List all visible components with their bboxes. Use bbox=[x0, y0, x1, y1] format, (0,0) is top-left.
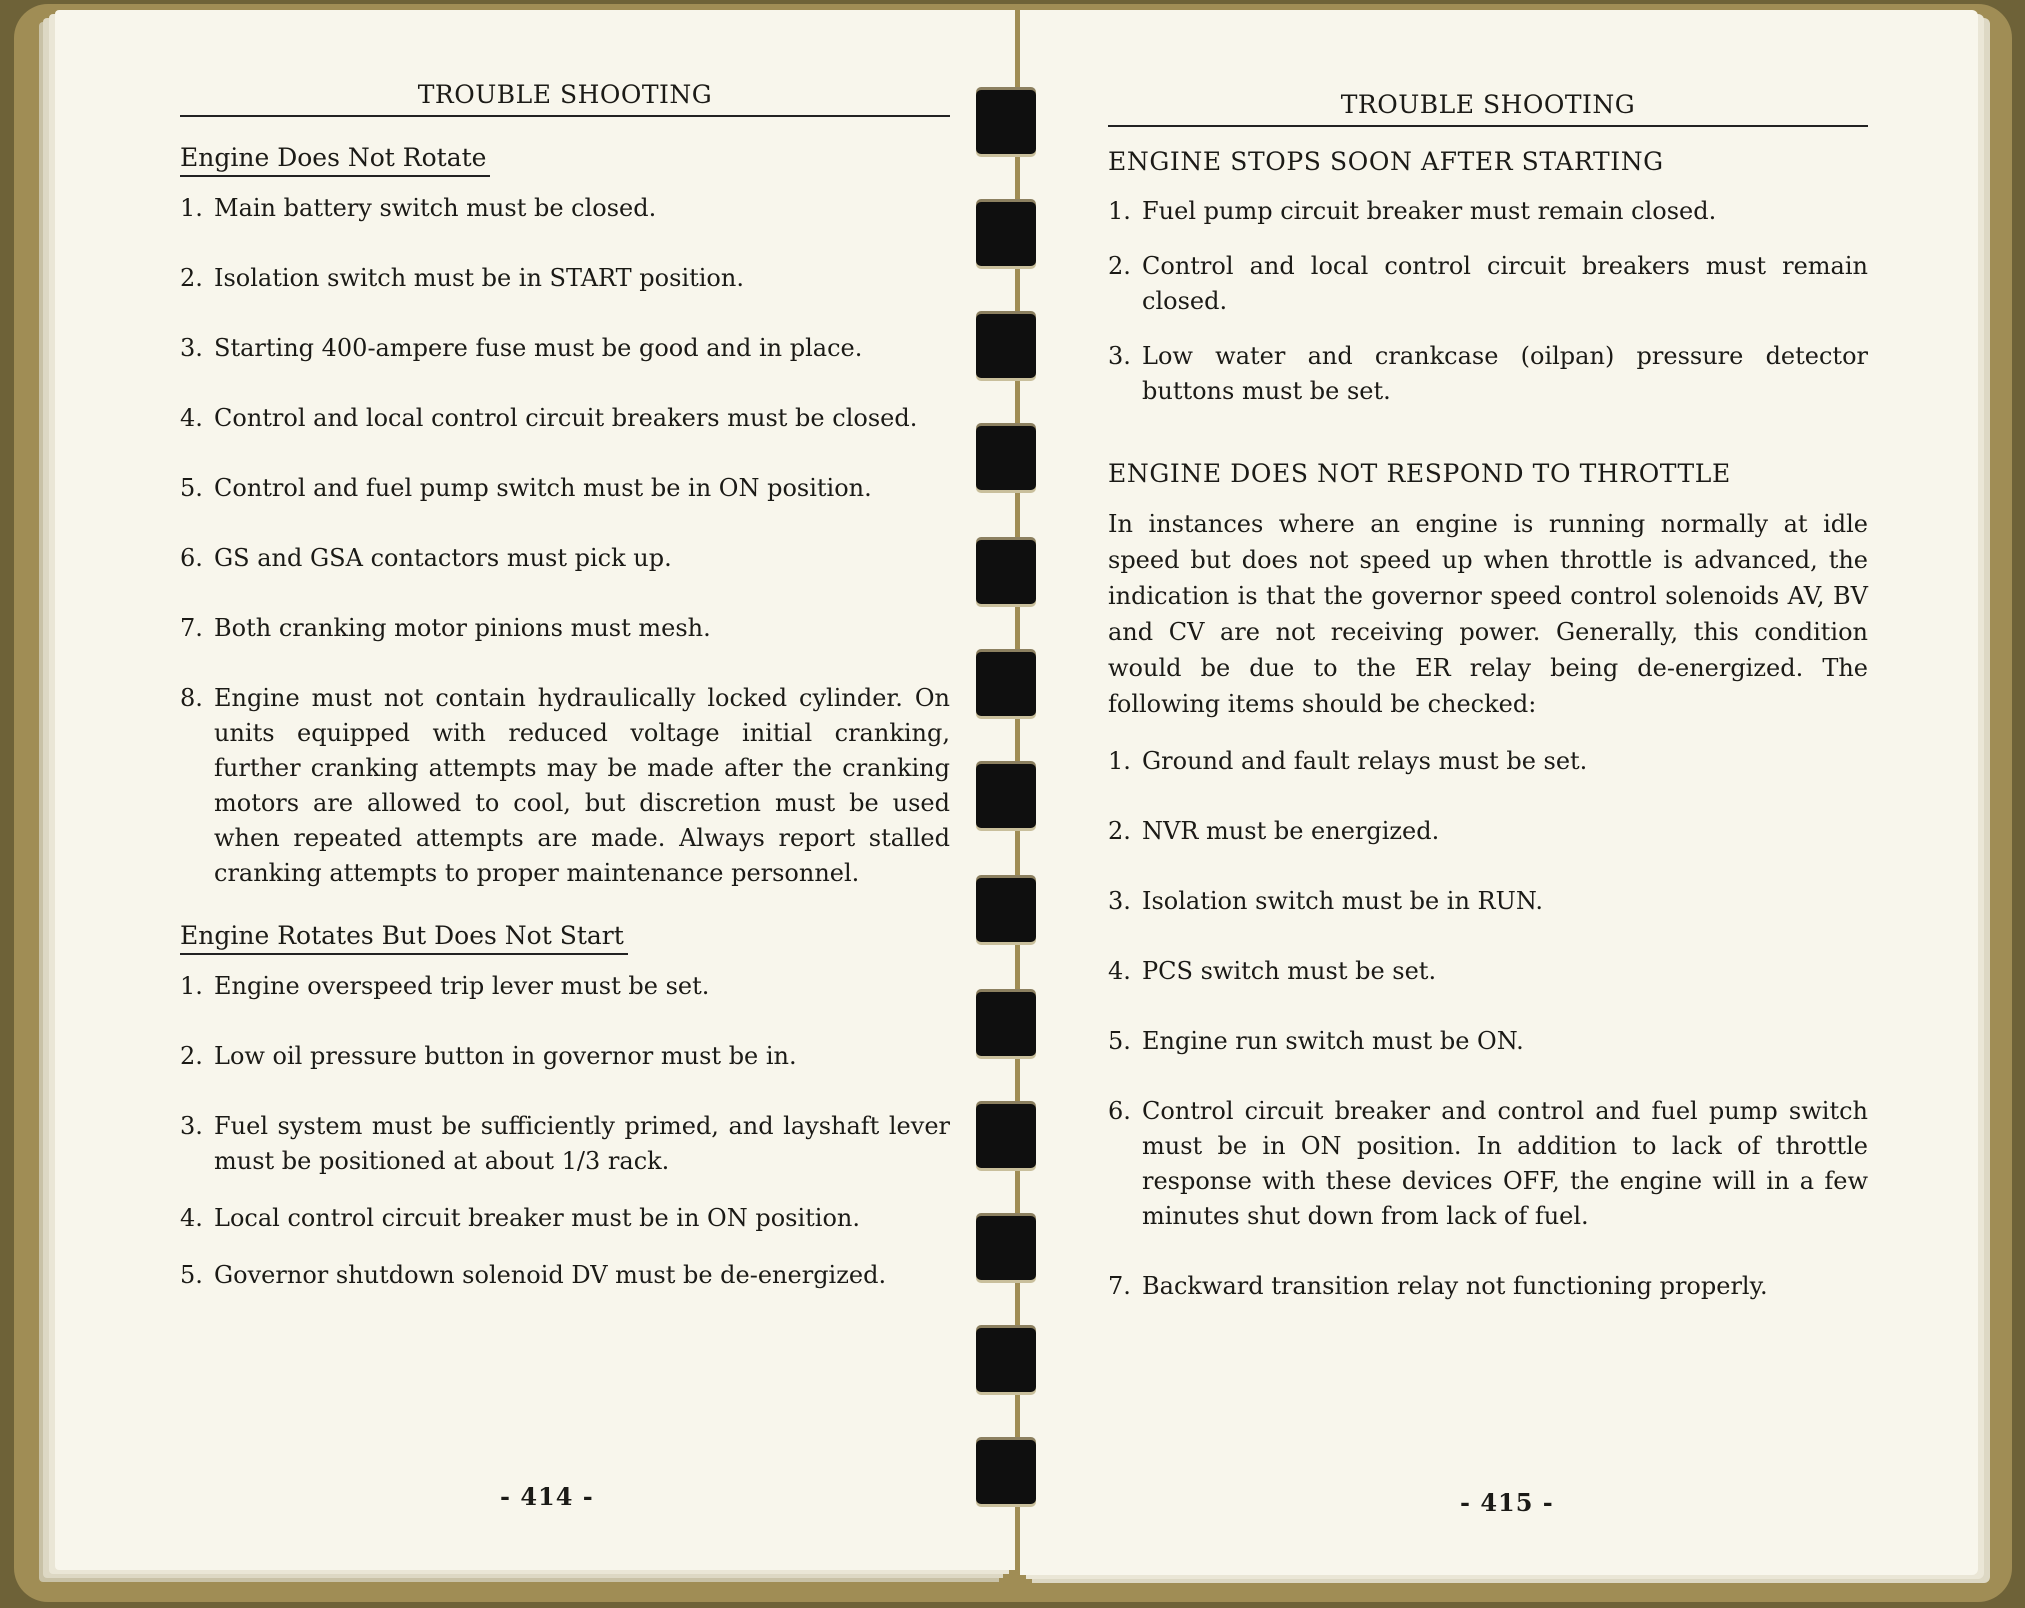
left-page-content bbox=[180, 80, 950, 1328]
binding-ring bbox=[976, 90, 1036, 154]
checklist-engine-does-not-rotate bbox=[180, 191, 950, 891]
page-number: - 415 - bbox=[1460, 1488, 1554, 1517]
right-page bbox=[1020, 10, 1978, 1575]
page-number: - 414 - bbox=[500, 1482, 594, 1511]
checklist-engine-rotates-but-does-not-start bbox=[180, 969, 950, 1293]
list-item: 2. Control and local control circuit breakers must remain closed. bbox=[1108, 252, 1868, 315]
binding-ring bbox=[976, 426, 1036, 490]
section-title-engine-does-not-respond-to-throttle: ENGINE DOES NOT RESPOND TO THROTTLE bbox=[1108, 459, 1731, 488]
binding-ring bbox=[976, 878, 1036, 942]
checklist-engine-stops-soon-after-starting bbox=[1108, 194, 1868, 409]
running-head: TROUBLE SHOOTING bbox=[180, 80, 950, 117]
list-item: 3. Low water and crankcase (oilpan) pressure detector buttons must be set. bbox=[1108, 342, 1868, 405]
list-item: 1. Engine overspeed trip lever must be set. bbox=[180, 972, 710, 1000]
list-item: 2. NVR must be energized. bbox=[1108, 817, 1440, 845]
list-item: 1. Main battery switch must be closed. bbox=[180, 194, 657, 222]
list-item: 6. GS and GSA contactors must pick up. bbox=[180, 544, 672, 572]
list-item: 7. Backward transition relay not functioning properly. bbox=[1108, 1272, 1768, 1300]
binding-ring bbox=[976, 1328, 1036, 1392]
spiral-binding bbox=[968, 70, 1048, 1510]
list-item: 2. Isolation switch must be in START position. bbox=[180, 264, 744, 292]
binding-ring bbox=[976, 1440, 1036, 1504]
binding-ring bbox=[976, 314, 1036, 378]
list-item: 4. PCS switch must be set. bbox=[1108, 957, 1437, 985]
section-title-engine-stops-soon-after-starting: ENGINE STOPS SOON AFTER STARTING bbox=[1108, 147, 1664, 176]
left-page bbox=[55, 10, 1015, 1570]
list-item: 3. Starting 400-ampere fuse must be good and in place. bbox=[180, 334, 863, 362]
binding-ring bbox=[976, 652, 1036, 716]
list-item: 4. Control and local control circuit breakers must be closed. bbox=[180, 404, 918, 432]
list-item: 5. Governor shutdown solenoid DV must be de-energized. bbox=[180, 1261, 887, 1289]
binding-ring bbox=[976, 1216, 1036, 1280]
list-item: 5. Engine run switch must be ON. bbox=[1108, 1027, 1524, 1055]
list-item: 1. Fuel pump circuit breaker must remain closed. bbox=[1108, 197, 1717, 225]
section-intro-paragraph: In instances where an engine is running normally at idle speed but does not speed up when throttle is advanced, the indication is that the governor speed control solenoids AV, BV and CV are not receiving power. Generally, this condition would be due to the ER relay being de-energized. The following items should be checked: bbox=[1108, 510, 1868, 718]
binding-ring bbox=[976, 540, 1036, 604]
binding-ring bbox=[976, 1104, 1036, 1168]
list-item: 4. Local control circuit breaker must be in ON position. bbox=[180, 1204, 861, 1232]
list-item: 1. Ground and fault relays must be set. bbox=[1108, 747, 1588, 775]
running-head: TROUBLE SHOOTING bbox=[1108, 90, 1868, 127]
list-item: 8. Engine must not contain hydraulically locked cylinder. On units equipped with reduced voltage initial cranking, further cranking attempts may be made after the cranking motors are allowed to cool, but discretion must be used when repeated attempts are made. Always report stalled cranking attempts to proper maintenance personnel. bbox=[180, 684, 950, 887]
list-item: 5. Control and fuel pump switch must be in ON position. bbox=[180, 474, 872, 502]
right-page-content bbox=[1108, 90, 1868, 1339]
checklist-engine-does-not-respond-to-throttle bbox=[1108, 744, 1868, 1304]
list-item: 7. Both cranking motor pinions must mesh. bbox=[180, 614, 711, 642]
binding-ring bbox=[976, 764, 1036, 828]
list-item: 6. Control circuit breaker and control and fuel pump switch must be in ON position. In addition to lack of throttle response with these devices OFF, the engine will in a few minutes shut down from lack of fuel. bbox=[1108, 1097, 1868, 1230]
section-title-engine-does-not-rotate: Engine Does Not Rotate bbox=[180, 143, 490, 177]
list-item: 2. Low oil pressure button in governor must be in. bbox=[180, 1042, 797, 1070]
list-item: 3. Isolation switch must be in RUN. bbox=[1108, 887, 1543, 915]
list-item: 3. Fuel system must be sufficiently primed, and layshaft lever must be positioned at about 1/3 rack. bbox=[180, 1112, 950, 1175]
section-title-engine-rotates-but-does-not-start: Engine Rotates But Does Not Start bbox=[180, 921, 628, 955]
binding-ring bbox=[976, 992, 1036, 1056]
binding-ring bbox=[976, 202, 1036, 266]
